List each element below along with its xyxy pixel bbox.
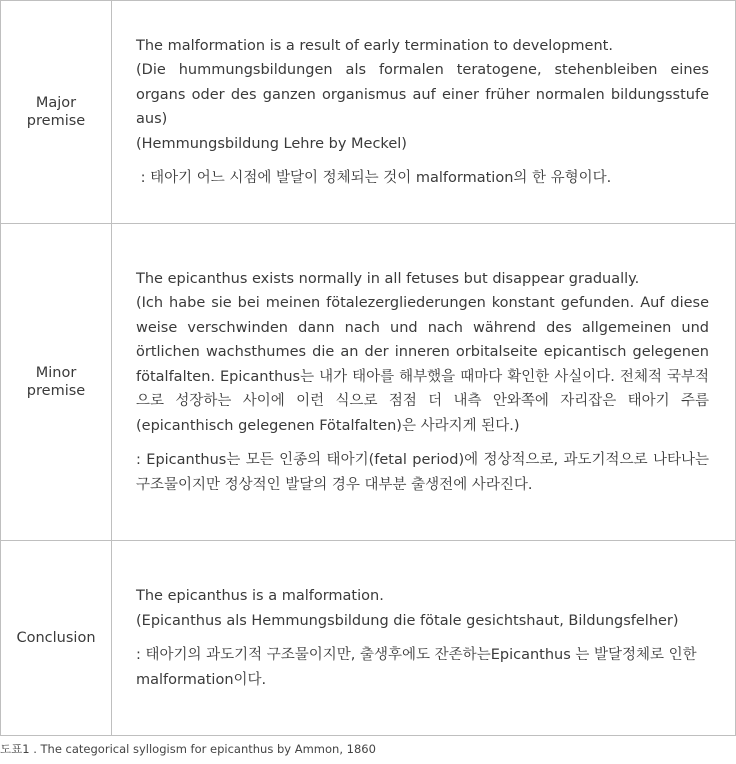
major-premise-content [112,1,736,224]
major-premise-row [1,1,736,224]
major-premise-source: (Hemmungsbildung Lehre by Meckel) [136,135,407,152]
major-premise-quote: (Die hummungsbildungen als formalen teratogene, stehenbleiben eines organs oder des ganzen organismus auf einer früher normalen bildungsstufe aus) [136,62,709,127]
conclusion-label: Conclusion [1,541,112,736]
minor-premise-content [112,224,736,541]
minor-premise-korean: : Epicanthus는 모든 인종의 태아기(fetal period)에 정상적으로, 과도기적으로 나타나는 구조물이지만 정상적인 발달의 경우 대부분 출생전에 사라진다. [136,452,709,493]
major-premise-label-line2: premise [26,113,86,129]
minor-premise-statement: The epicanthus exists normally in all fetuses but disappear gradually. [136,270,640,287]
minor-premise-row [1,224,736,541]
major-premise-label [1,1,112,224]
conclusion-quote: (Epicanthus als Hemmungsbildung die fötale gesichtshaut, Bildungsfelher) [136,612,679,629]
minor-premise-label-line2: premise [26,383,86,399]
minor-premise-label [1,224,112,541]
major-premise-korean: : 태아기 어느 시점에 발달이 정체되는 것이 malformation의 한 유형이다. [136,170,612,186]
major-premise-label-line1: Major [35,95,77,111]
table-caption: 도표1 . The categorical syllogism for epicanthus by Ammon, 1860 [0,742,376,756]
conclusion-row [1,541,736,736]
minor-premise-label-line1: Minor [35,365,77,381]
conclusion-korean: : 태아기의 과도기적 구조물이지만, 출생후에도 잔존하는Epicanthus 는 발달정체로 인한 malformation이다. [136,647,697,688]
minor-premise-quote: (Ich habe sie bei meinen fötalezergliederungen konstant gefunden. Auf diese weise verschwinden dann nach und nach während des allgemeinen und örtlichen wachsthumes die an der inneren orbitalseite epicantisch gelegenen fötalfalten. Epicanthus는 내가 태아를 해부했을 때마다 확인한 사실이다. 전체적 국부적으로 성장하는 사이에 이런 식으로 점점 더 내측 안와쪽에 자리잡은 태아기 주름(epicanthisch gelegenen Fötalfalten)은 사라지게 된다.) [136,295,709,434]
conclusion-statement: The epicanthus is a malformation. [136,588,384,604]
major-premise-statement: The malformation is a result of early termination to development. [136,37,613,54]
conclusion-content [112,541,736,736]
